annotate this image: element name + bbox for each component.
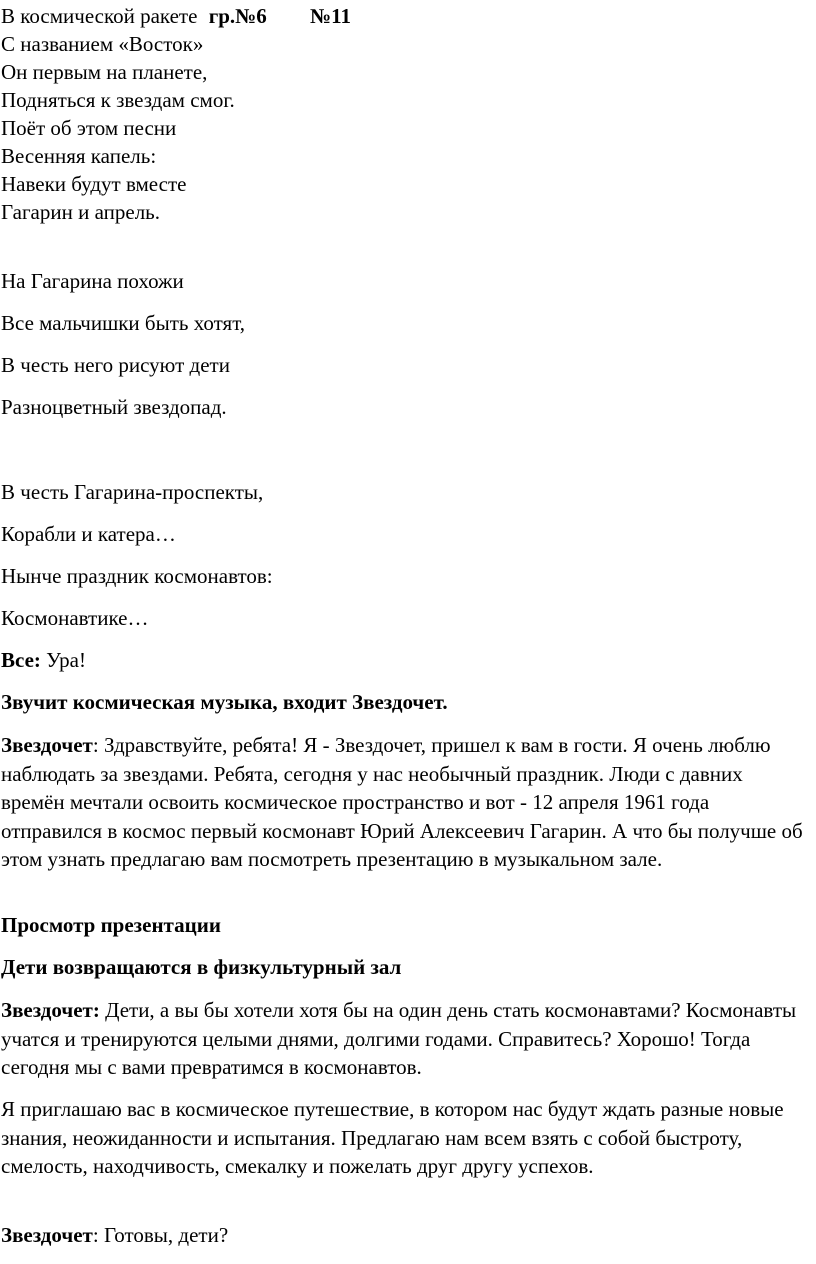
- speech-text: : Здравствуйте, ребята! Я - Звездочет, пришел к вам в гости. Я очень люблю наблюдать за звездами. Ребята, сегодня у нас необычный праздник. Люди с давних времён мечтали освоить космическое пространство и вот - 12 апреля 1961 года отправился в космос первый космонавт Юрий Алексеевич Гагарин. А что бы получше об этом узнать предлагаю вам посмотреть презентацию в музыкальном зале.: [1, 733, 803, 871]
- stanza2-line: В честь него рисуют дети: [1, 353, 230, 377]
- stanza3-line: В честь Гагарина-проспекты,: [1, 480, 264, 504]
- stanza1-line: Он первым на планете,: [1, 60, 208, 84]
- number-label: №11: [310, 4, 351, 28]
- speech-paragraph: Я приглашаю вас в космическое путешествие, в котором нас будут ждать разные новые знания, неожиданности и испытания. Предлагаю нам всем взять с собой быстроту, смелость, находчивость, смекалку и пожелать друг другу успехов.: [1, 1097, 784, 1178]
- stanza2-line: На Гагарина похожи: [1, 269, 184, 293]
- stanza1-line: Поёт об этом песни: [1, 116, 177, 140]
- group-label: гр.№6: [208, 4, 267, 28]
- stage-direction: Звучит космическая музыка, входит Звездочет.: [1, 690, 448, 714]
- stanza1-line: Гагарин и апрель.: [1, 200, 160, 224]
- speaker-label: Звездочет: [1, 733, 93, 757]
- speaker-label: Звездочет: [1, 1223, 93, 1247]
- poem-first-line-text: В космической ракете: [1, 4, 198, 28]
- stanza1-line: С названием «Восток»: [1, 32, 204, 56]
- speech-text: : Готовы, дети?: [92, 1223, 229, 1247]
- stage-direction: Просмотр презентации: [1, 913, 221, 937]
- stanza1-line: Весенняя капель:: [1, 144, 157, 168]
- stanza1-line: Навеки будут вместе: [1, 172, 187, 196]
- all-reply: [1, 646, 86, 674]
- speaker-label: Все:: [1, 648, 41, 672]
- speech-text: Дети, а вы бы хотели хотя бы на один день стать космонавтами? Космонавты учатся и тренируются целыми днями, долгими годами. Справитесь? Хорошо! Тогда сегодня мы с вами превратимся в космонавтов.: [1, 998, 797, 1079]
- stanza3-line: Космонавтике…: [1, 606, 149, 630]
- speech-paragraph: [1, 731, 811, 874]
- stanza3-line: Корабли и катера…: [1, 522, 176, 546]
- stanza2-line: Разноцветный звездопад.: [1, 395, 227, 419]
- stage-direction: Дети возвращаются в физкультурный зал: [1, 955, 402, 979]
- reply-text: Ура!: [40, 648, 86, 672]
- poem-first-line: [1, 2, 351, 30]
- stanza1-line: Подняться к звездам смог.: [1, 88, 235, 112]
- speech-line: [1, 1221, 228, 1249]
- stanza3-line: Нынче праздник космонавтов:: [1, 564, 273, 588]
- speech-paragraph: [1, 996, 811, 1082]
- speaker-label: Звездочет:: [1, 998, 100, 1022]
- stanza2-line: Все мальчишки быть хотят,: [1, 311, 246, 335]
